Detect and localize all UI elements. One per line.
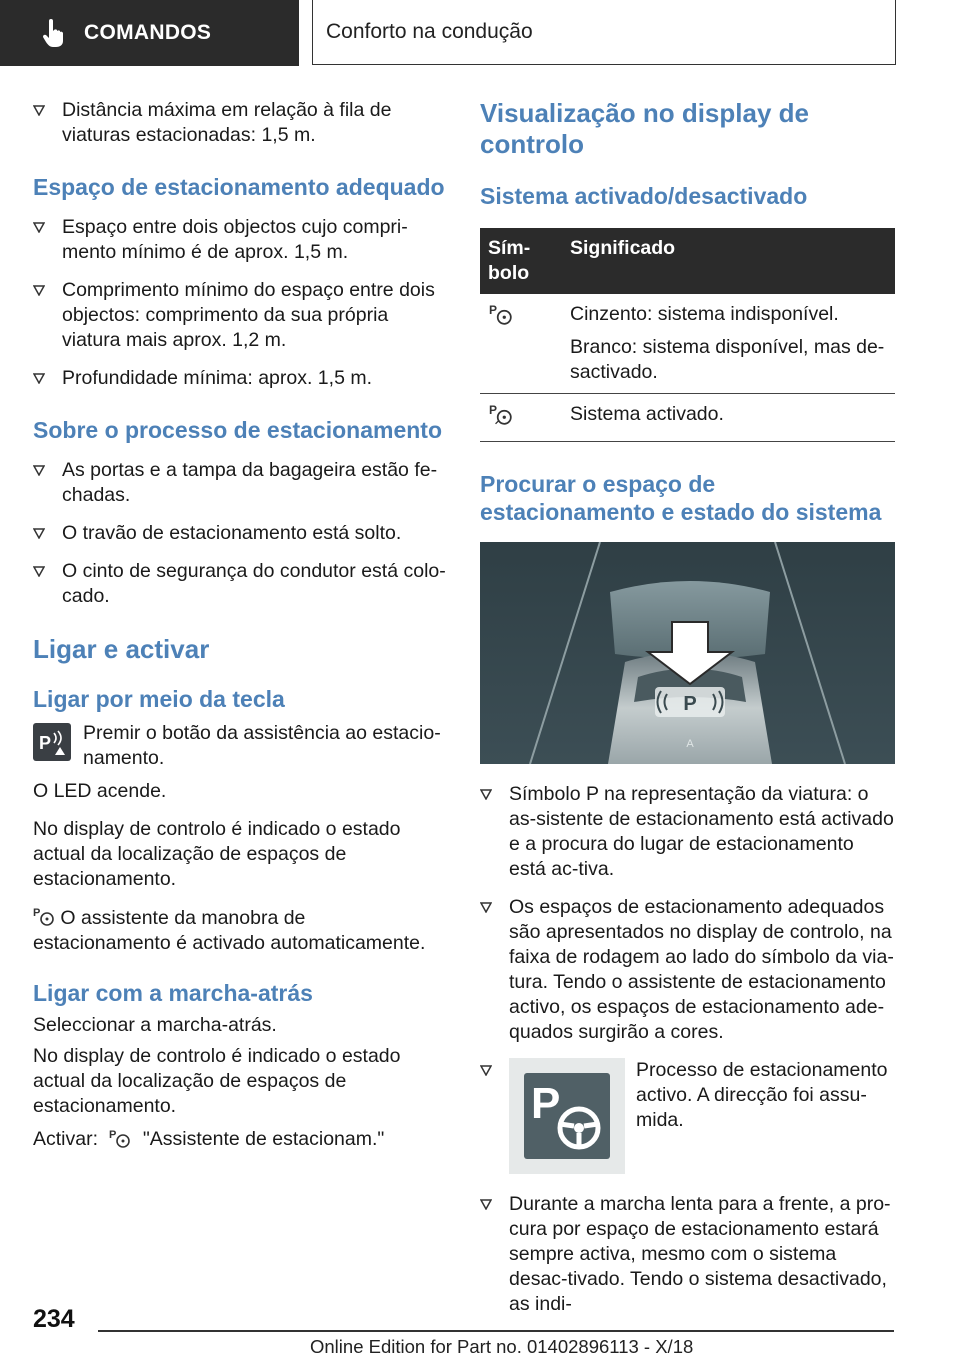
edition-text: Online Edition for Part no. 01402896113 - X/18 bbox=[310, 1336, 694, 1357]
heading-sistema: Sistema activado/desactivado bbox=[480, 183, 808, 209]
parking-display-image bbox=[480, 542, 895, 764]
heading-ligar: Ligar e activar bbox=[33, 634, 210, 664]
heading-procurar: Procurar o espaço de estacionamento e estado do sistema bbox=[480, 471, 882, 525]
display-illustration bbox=[480, 542, 895, 764]
list-item: As portas e a tampa da bagageira estão fe-chadas. bbox=[33, 458, 448, 508]
col-significado: Significado bbox=[562, 228, 895, 294]
hand-icon bbox=[42, 19, 64, 47]
page-header bbox=[0, 0, 960, 66]
svg-text:P: P bbox=[109, 1129, 117, 1141]
list-item: O travão de estacionamento está solto. bbox=[33, 521, 448, 546]
svg-text:P: P bbox=[489, 303, 498, 317]
park-steering-icon bbox=[33, 905, 55, 927]
heading-processo: Sobre o processo de estacionamento bbox=[33, 417, 443, 443]
list-item: O cinto de segurança do condutor está colo-cado. bbox=[33, 559, 448, 609]
triangle-bullet-icon bbox=[480, 902, 492, 913]
activar-line: Activar: P "Assistente de estacionam." bbox=[33, 1128, 385, 1150]
triangle-bullet-icon bbox=[33, 105, 45, 116]
park-steering-large-icon bbox=[509, 1058, 625, 1174]
display-text-1: No display de controlo é indicado o estado actual da localização de espaços de estacionamento. bbox=[33, 818, 401, 890]
led-text: O LED acende. bbox=[33, 780, 167, 802]
triangle-bullet-icon bbox=[480, 1065, 492, 1076]
triangle-bullet-icon bbox=[33, 566, 45, 577]
park-steering-icon bbox=[107, 1127, 133, 1149]
symbol-table bbox=[480, 228, 895, 442]
triangle-bullet-icon bbox=[480, 789, 492, 800]
heading-visual: Visualização no display de controlo bbox=[480, 98, 809, 159]
triangle-bullet-icon bbox=[33, 285, 45, 296]
heading-tecla: Ligar por meio da tecla bbox=[33, 686, 285, 712]
triangle-bullet-icon bbox=[480, 1199, 492, 1210]
marcha-text: Seleccionar a marcha-atrás. bbox=[33, 1014, 277, 1036]
park-steering-icon bbox=[488, 302, 514, 326]
svg-text:P: P bbox=[33, 907, 41, 919]
list-item: Espaço entre dois objectos cujo compri-mento mínimo é de aprox. 1,5 m. bbox=[33, 215, 448, 265]
footer-divider bbox=[98, 1330, 894, 1332]
tecla-block bbox=[33, 721, 448, 771]
heading-marcha: Ligar com a marcha-atrás bbox=[33, 980, 313, 1006]
chapter-title: Conforto na condução bbox=[326, 20, 533, 43]
auto-text: P O assistente da manobra de estacionamento é activado automaticamente. bbox=[33, 907, 426, 954]
triangle-bullet-icon bbox=[33, 465, 45, 476]
triangle-bullet-icon bbox=[33, 222, 45, 233]
svg-text:P: P bbox=[39, 733, 52, 753]
table-row: P Sistema activado. bbox=[480, 394, 895, 442]
table-row: P Cinzento: sistema indisponível. Branco: sistema disponível, mas de-sactivado. bbox=[480, 294, 895, 394]
svg-text:P: P bbox=[683, 693, 697, 715]
section-label: COMANDOS bbox=[84, 21, 212, 44]
table-header bbox=[480, 228, 895, 294]
list-item: Símbolo P na representação da viatura: o as-sistente de estacionamento está activado e a procura do lugar de estacionamento está ac-tiva. bbox=[480, 782, 895, 882]
section-tab bbox=[0, 0, 299, 66]
heading-espaco: Espaço de estacionamento adequado bbox=[33, 174, 445, 200]
left-column bbox=[33, 98, 448, 1165]
list-item: Os espaços de estacionamento adequados são apresentados no display de controlo, na faixa de rodagem ao lado do símbolo da via-tura. Tendo o assistente de estacionamento activo, os espaços de estacionamento ade-quados surgirão a cores. bbox=[480, 895, 895, 1045]
svg-text:P: P bbox=[531, 1079, 561, 1128]
list-item: Distância máxima em relação à fila de viaturas estacionadas: 1,5 m. bbox=[33, 98, 448, 148]
svg-text:A: A bbox=[686, 738, 694, 750]
list-item: Comprimento mínimo do espaço entre dois objectos: comprimento da sua própria viatura mais aprox. 1,2 m. bbox=[33, 278, 448, 353]
page-number: 234 bbox=[33, 1305, 75, 1333]
col-simbolo: Sím-bolo bbox=[480, 228, 562, 294]
svg-text:P: P bbox=[489, 403, 498, 417]
right-column bbox=[480, 98, 895, 1330]
list-item: P Processo de estacionamento activo. A direcção foi assu-mida. bbox=[480, 1058, 895, 1176]
chapter-tab bbox=[312, 0, 896, 65]
triangle-bullet-icon bbox=[33, 373, 45, 384]
triangle-bullet-icon bbox=[33, 528, 45, 539]
park-steering-active-icon bbox=[488, 402, 514, 426]
list-item: Durante a marcha lenta para a frente, a pro-cura por espaço de estacionamento estará sempre activa, mesmo com o sistema desac-tivado. Tendo o sistema desactivado, as indi- bbox=[480, 1192, 895, 1317]
tecla-text: Premir o botão da assistência ao estacio-namento. bbox=[83, 722, 441, 769]
park-assist-button-icon bbox=[33, 723, 71, 761]
list-item: Profundidade mínima: aprox. 1,5 m. bbox=[33, 366, 448, 391]
display-text-2: No display de controlo é indicado o estado actual da localização de espaços de estacionamento. bbox=[33, 1045, 401, 1117]
